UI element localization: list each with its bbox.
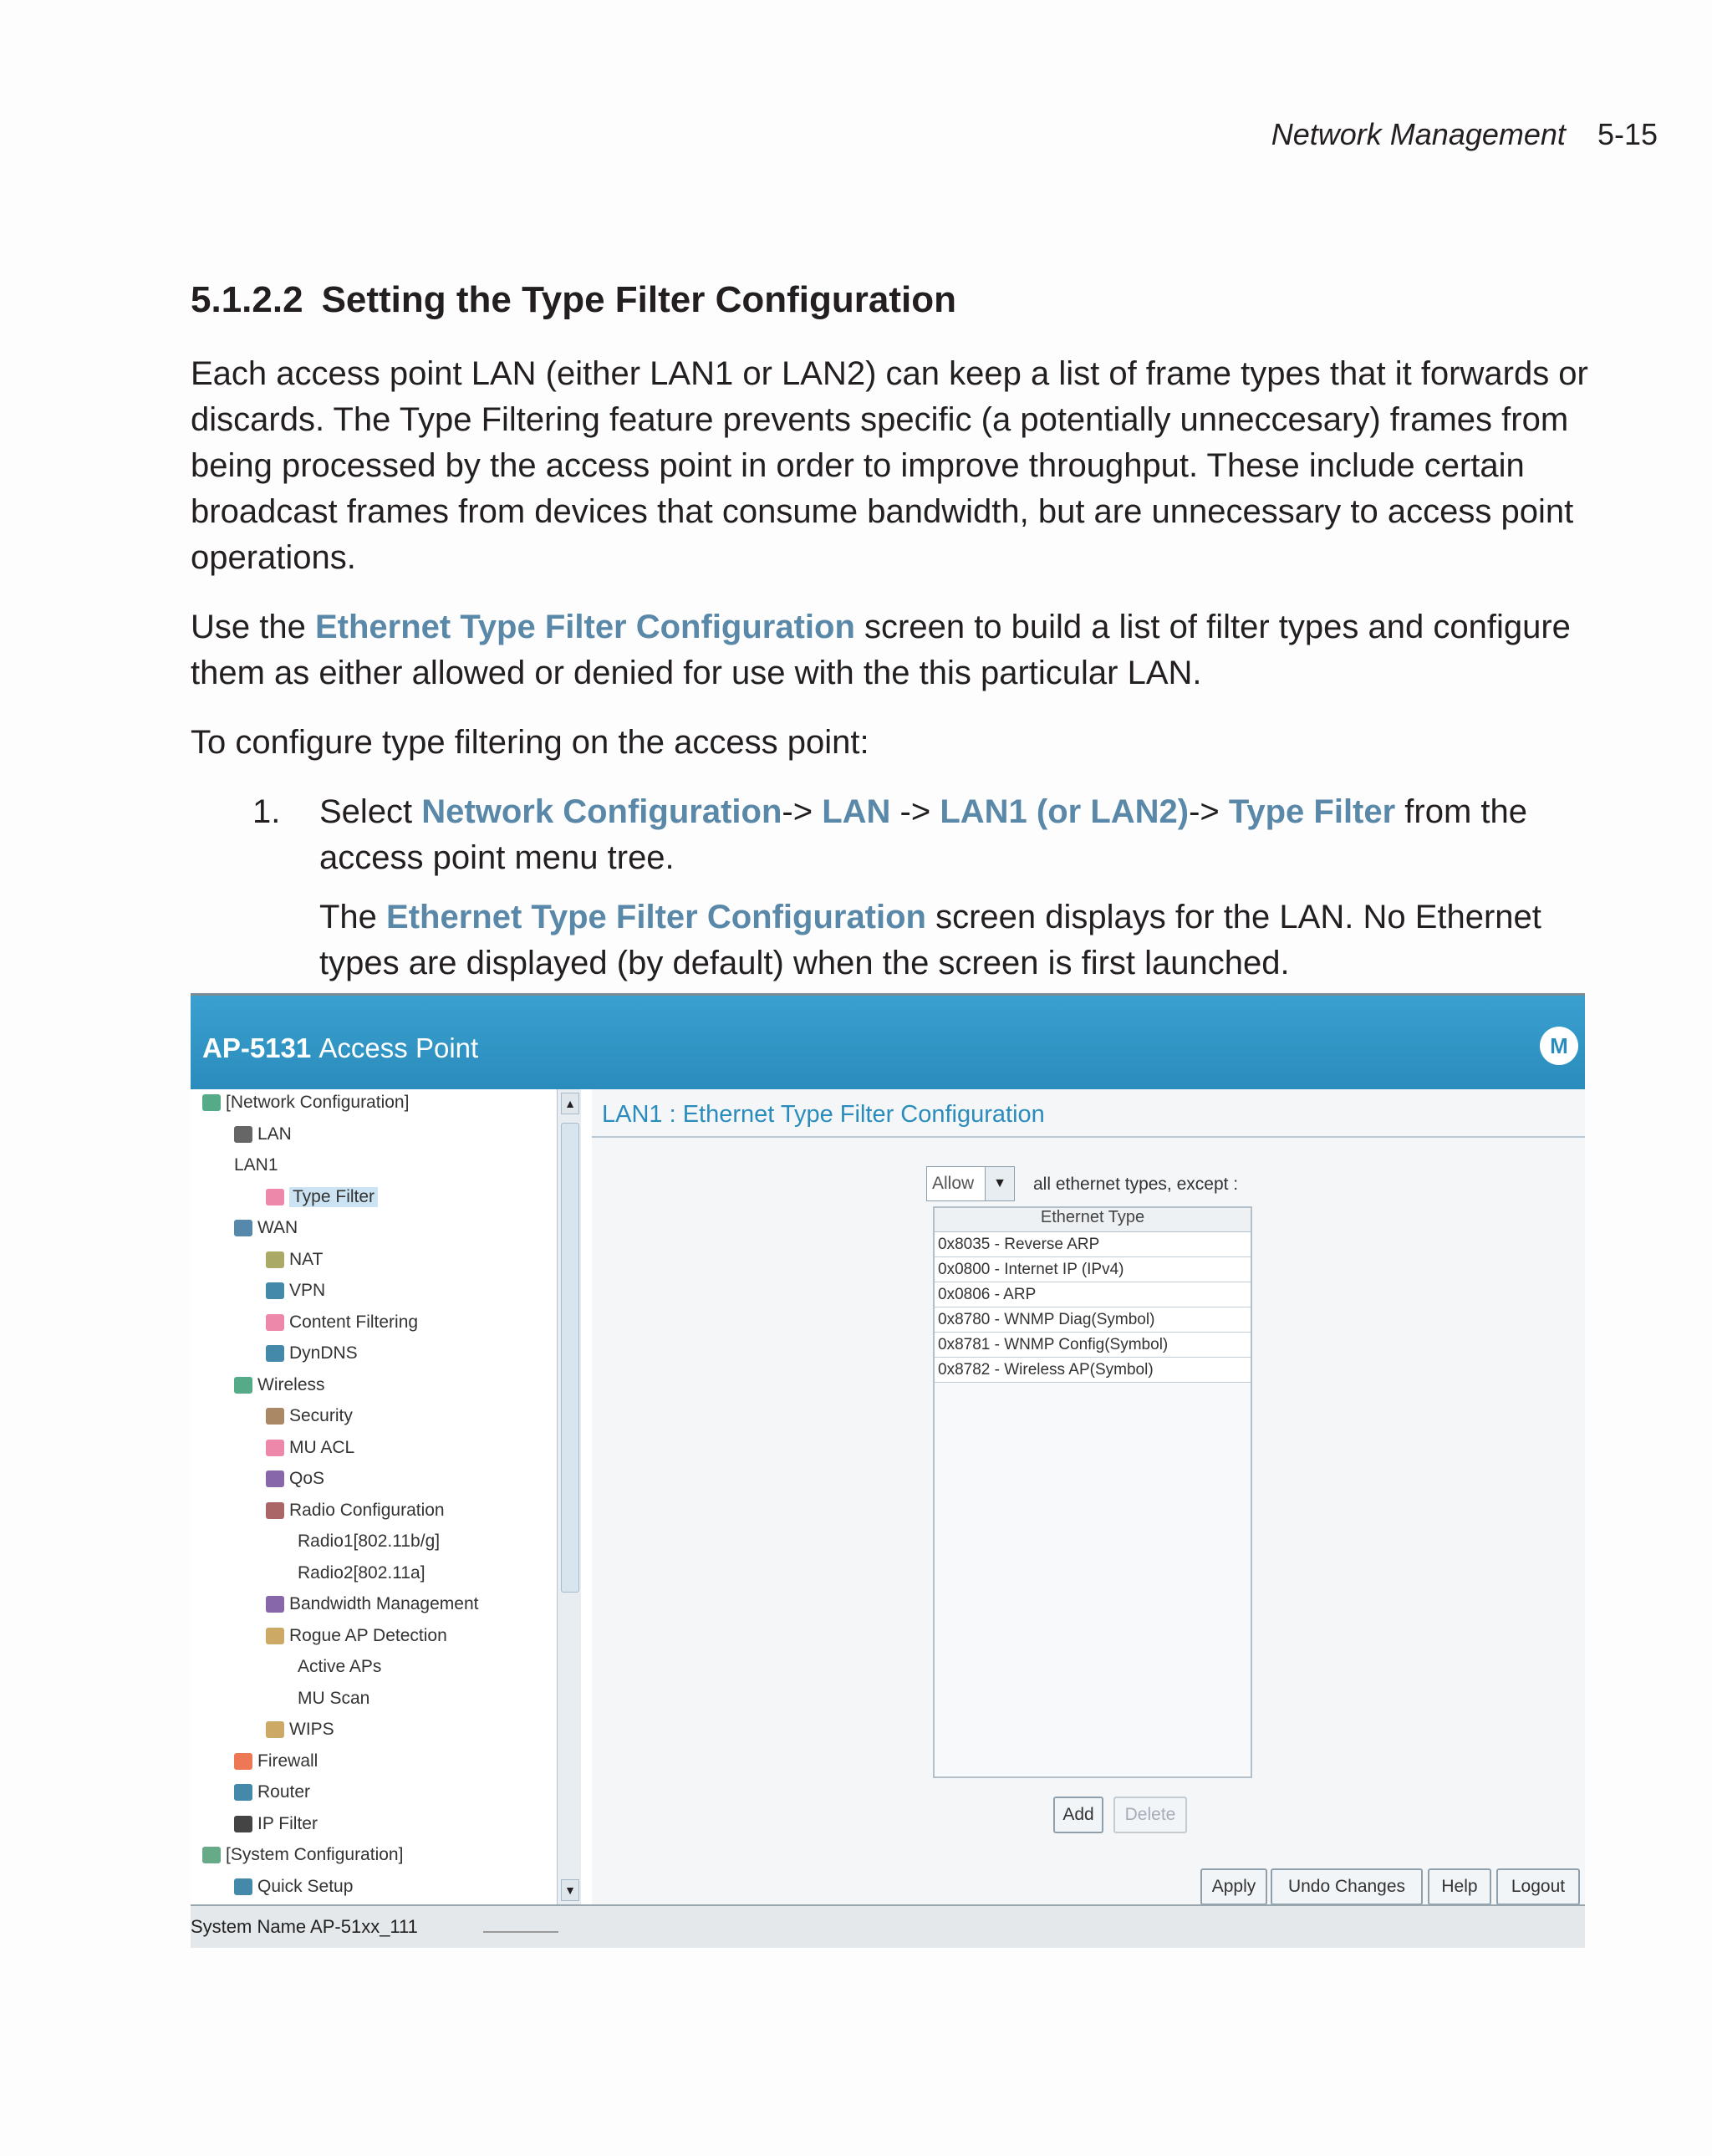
tree-item[interactable] — [234, 1155, 278, 1175]
tree-node-icon — [266, 1251, 284, 1268]
tree-node-icon — [202, 1094, 221, 1111]
tree-item-label: Bandwidth Management — [289, 1594, 479, 1613]
tree-item[interactable] — [266, 1187, 378, 1207]
tree-item-label: Radio2[802.11a] — [298, 1562, 425, 1583]
tree-node-icon — [234, 1816, 252, 1832]
tree-item[interactable] — [298, 1563, 425, 1583]
text: screen displays for the LAN. No Ethernet types are displayed (by default) when the screen is first launched. — [319, 899, 1541, 981]
step-1-result — [319, 895, 1595, 986]
tree-item-label: MU Scan — [298, 1688, 370, 1708]
tree-node-icon — [266, 1628, 284, 1644]
step-1 — [191, 789, 1595, 1010]
tree-item[interactable] — [266, 1469, 324, 1489]
section-number: 5.1.2.2 — [191, 279, 303, 320]
text: screen to build a list of filter types and configure them as either allowed or denied for use with the this particular LAN. — [191, 609, 1571, 691]
page-number: 5-15 — [1597, 117, 1658, 151]
panel-title: LAN1 : Ethernet Type Filter Configuration — [602, 1101, 1045, 1128]
text: -> — [890, 793, 940, 830]
tree-item-label: Firewall — [257, 1751, 318, 1771]
tree-item-label: Router — [257, 1782, 311, 1802]
tree-item-label: QoS — [289, 1469, 325, 1488]
tree-item-label: Content Filtering — [289, 1312, 419, 1332]
menu-path-type-filter[interactable]: Type Filter — [1228, 793, 1396, 830]
tree-item[interactable] — [266, 1438, 354, 1458]
table-row[interactable]: 0x0800 - Internet IP (IPv4) — [935, 1257, 1251, 1282]
table-header: Ethernet Type — [935, 1208, 1251, 1232]
tree-node-icon — [266, 1345, 284, 1362]
tree-node-icon — [266, 1721, 284, 1738]
menu-path-lan1[interactable]: LAN1 (or LAN2) — [940, 793, 1190, 830]
tree-item[interactable] — [234, 1124, 292, 1144]
tree-scrollbar[interactable] — [557, 1089, 581, 1904]
tree-item-label: Security — [289, 1406, 353, 1425]
text: The — [319, 899, 387, 935]
tree-item-label: Active APs — [298, 1657, 382, 1676]
status-bar — [191, 1904, 1585, 1948]
tree-item[interactable] — [234, 1375, 325, 1395]
header-section: Network Management — [1271, 117, 1566, 151]
document-body — [191, 276, 1595, 1010]
tree-node-icon — [266, 1470, 284, 1487]
table-row[interactable]: 0x0806 - ARP — [935, 1282, 1251, 1307]
menu-path-lan[interactable]: LAN — [822, 793, 891, 830]
table-row[interactable]: 0x8780 - WNMP Diag(Symbol) — [935, 1307, 1251, 1333]
apply-button[interactable]: Apply — [1200, 1868, 1267, 1905]
procedure-intro: To configure type filtering on the access point: — [191, 724, 869, 761]
tree-node-icon — [266, 1282, 284, 1299]
status-divider — [483, 1931, 558, 1933]
scroll-thumb[interactable] — [561, 1123, 579, 1593]
tree-node-icon — [266, 1596, 284, 1613]
text: -> — [782, 793, 823, 830]
scroll-down-icon[interactable]: ▼ — [561, 1879, 579, 1901]
tree-node-icon — [234, 1784, 252, 1801]
logout-button[interactable]: Logout — [1496, 1868, 1580, 1905]
tree-item[interactable] — [234, 1751, 318, 1771]
tree-item[interactable] — [266, 1594, 478, 1614]
delete-button[interactable]: Delete — [1113, 1797, 1187, 1833]
page-header — [1271, 117, 1658, 152]
tree-item-label: Rogue AP Detection — [289, 1625, 447, 1645]
tree-item[interactable] — [266, 1626, 447, 1646]
app-model: AP-5131 — [202, 1032, 312, 1063]
help-button[interactable]: Help — [1428, 1868, 1491, 1905]
tree-item[interactable] — [298, 1657, 381, 1677]
table-row[interactable]: 0x8782 - Wireless AP(Symbol) — [935, 1358, 1251, 1383]
tree-item-label: [System Configuration] — [226, 1845, 404, 1864]
tree-item-label: DynDNS — [289, 1343, 358, 1363]
tree-item[interactable] — [234, 1782, 310, 1802]
text: Select — [319, 793, 422, 830]
tree-item-label: WAN — [257, 1218, 298, 1237]
tree-item-label: WIPS — [289, 1720, 334, 1739]
ap-config-screenshot — [191, 993, 1585, 1946]
tree-item[interactable] — [298, 1689, 369, 1709]
tree-node-icon — [202, 1847, 221, 1863]
mode-select[interactable] — [926, 1166, 1015, 1201]
tree-item[interactable] — [298, 1532, 440, 1552]
text: -> — [1189, 793, 1229, 830]
screen-reference-link[interactable]: Ethernet Type Filter Configuration — [314, 609, 855, 645]
tree-item[interactable] — [266, 1281, 325, 1301]
tree-node-icon — [234, 1878, 252, 1895]
tree-item[interactable] — [266, 1312, 418, 1333]
mode-suffix: all ethernet types, except : — [1033, 1175, 1239, 1194]
table-row[interactable]: 0x8035 - Reverse ARP — [935, 1232, 1251, 1257]
tree-item[interactable] — [266, 1720, 334, 1740]
tree-node-icon — [266, 1189, 284, 1205]
tree-node-icon — [266, 1440, 284, 1456]
step-1-text — [319, 789, 1595, 881]
section-title: Setting the Type Filter Configuration — [321, 279, 956, 320]
tree-node-icon — [234, 1753, 252, 1770]
tree-item[interactable] — [266, 1406, 353, 1426]
undo-changes-button[interactable]: Undo Changes — [1271, 1868, 1423, 1905]
tree-item[interactable] — [266, 1343, 358, 1363]
tree-node-icon — [266, 1502, 284, 1519]
text: from the access point menu tree. — [319, 793, 1528, 876]
tree-item[interactable] — [266, 1501, 445, 1521]
tree-item-label: Type Filter — [289, 1187, 378, 1207]
add-button[interactable]: Add — [1053, 1797, 1103, 1833]
tree-item-label: Quick Setup — [257, 1876, 354, 1896]
tree-item[interactable] — [202, 1093, 409, 1113]
screen-reference-link[interactable]: Ethernet Type Filter Configuration — [386, 899, 926, 935]
section-heading — [191, 276, 1595, 324]
divider — [592, 1136, 1585, 1138]
menu-tree — [191, 1089, 558, 1904]
motorola-logo-icon: M — [1540, 1027, 1578, 1065]
tree-node-icon — [234, 1377, 252, 1394]
tree-node-icon — [234, 1220, 252, 1236]
menu-path-network-configuration[interactable]: Network Configuration — [421, 793, 782, 830]
tree-item-label: LAN1 — [234, 1155, 278, 1175]
tree-item-label: NAT — [289, 1249, 324, 1269]
tree-item-label: MU ACL — [289, 1437, 355, 1457]
tree-item-label: Radio Configuration — [289, 1500, 445, 1520]
app-title — [202, 1032, 478, 1064]
app-titlebar — [191, 996, 1585, 1089]
tree-item-label: VPN — [289, 1281, 326, 1300]
intro-paragraph: Each access point LAN (either LAN1 or LAN2) can keep a list of frame types that it forwards or discards. The Type Filtering feature prevents specific (a potentially unneccesary) frames from being processed by the access point in order to improve throughput. These include certain broadcast frames from devices that consume bandwidth, but are unnecessary to access point operations. — [191, 355, 1588, 576]
tree-item[interactable] — [234, 1218, 298, 1238]
tree-node-icon — [266, 1408, 284, 1425]
app-name: Access Point — [318, 1032, 479, 1063]
tree-item-label: Wireless — [257, 1374, 325, 1394]
ethernet-type-table — [933, 1206, 1252, 1778]
text: Use the — [191, 609, 315, 645]
system-name: System Name AP-51xx_111 — [191, 1916, 418, 1937]
config-panel — [592, 1089, 1585, 1904]
scroll-up-icon[interactable]: ▲ — [561, 1093, 579, 1114]
tree-item[interactable] — [234, 1877, 353, 1897]
tree-node-icon — [234, 1126, 252, 1143]
tree-item[interactable] — [202, 1845, 403, 1865]
tree-item-label: LAN — [257, 1124, 292, 1144]
tree-node-icon — [266, 1314, 284, 1331]
tree-item-label: IP Filter — [257, 1813, 318, 1833]
tree-item[interactable] — [234, 1814, 318, 1834]
table-row[interactable]: 0x8781 - WNMP Config(Symbol) — [935, 1333, 1251, 1358]
tree-item-label: Radio1[802.11b/g] — [298, 1532, 441, 1551]
usage-paragraph — [191, 604, 1595, 696]
chevron-down-icon[interactable]: ▼ — [985, 1167, 1014, 1200]
step-number: 1. — [252, 793, 281, 830]
tree-item-label: [Network Configuration] — [226, 1093, 410, 1112]
mode-select-value: Allow — [932, 1174, 975, 1193]
tree-item[interactable] — [266, 1250, 323, 1270]
